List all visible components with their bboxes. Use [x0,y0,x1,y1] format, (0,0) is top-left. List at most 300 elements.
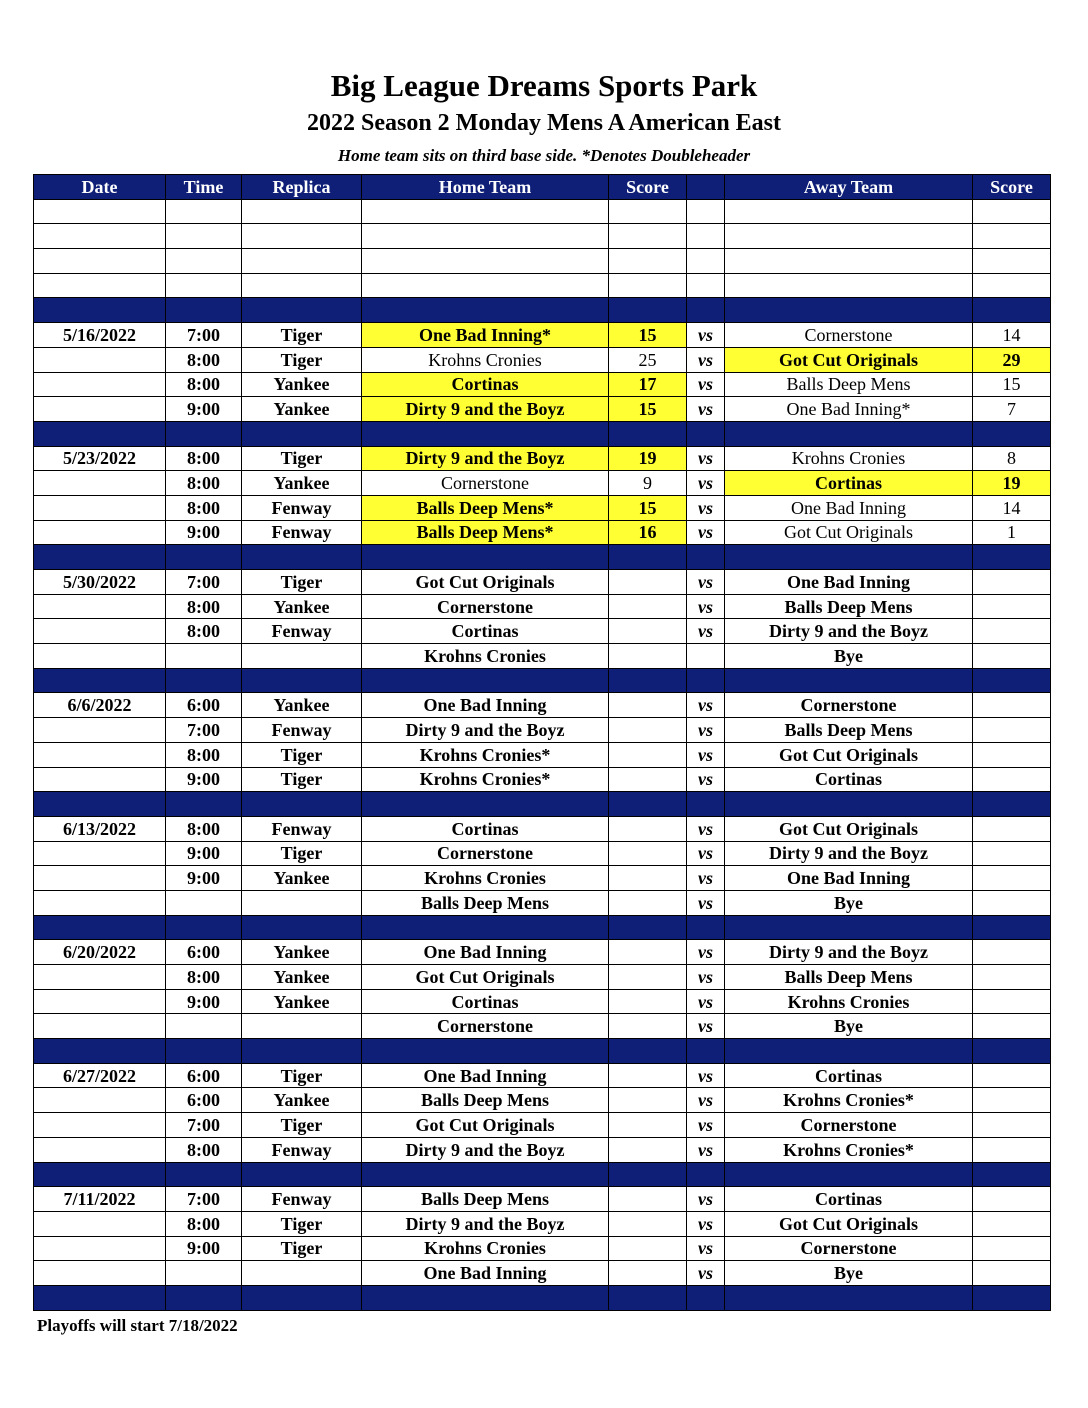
home-score-cell [609,841,687,866]
away-team-cell: Bye [725,890,973,915]
blank-row [34,199,1051,224]
away-score-cell: 29 [973,347,1051,372]
date-cell [34,471,166,496]
away-score-cell [973,1261,1051,1286]
home-score-cell [609,1211,687,1236]
away-team-cell: Balls Deep Mens [725,718,973,743]
home-score-cell [609,619,687,644]
blank-cell [687,199,725,224]
away-score-cell [973,965,1051,990]
home-score-cell [609,644,687,669]
away-team-cell: Balls Deep Mens [725,965,973,990]
game-row [34,989,1051,1014]
home-team-cell: Cornerstone [362,471,609,496]
time-cell: 8:00 [166,619,242,644]
date-cell [34,1261,166,1286]
home-score-cell [609,767,687,792]
replica-cell: Fenway [242,816,362,841]
separator-cell [609,1162,687,1187]
home-team-cell: Dirty 9 and the Boyz [362,1137,609,1162]
date-cell [34,890,166,915]
date-cell [34,1113,166,1138]
away-score-cell [973,594,1051,619]
home-team-cell: Balls Deep Mens [362,1187,609,1212]
time-cell [166,1261,242,1286]
away-score-cell [973,1088,1051,1113]
away-score-cell [973,989,1051,1014]
separator-cell [973,1162,1051,1187]
away-team-cell: Bye [725,1014,973,1039]
time-cell: 8:00 [166,965,242,990]
separator-cell [973,792,1051,817]
vs-cell: vs [687,570,725,595]
home-score-cell [609,1236,687,1261]
game-row [34,570,1051,595]
vs-cell: vs [687,1014,725,1039]
blank-cell [973,224,1051,249]
date-cell: 6/27/2022 [34,1063,166,1088]
date-cell [34,495,166,520]
away-score-cell [973,619,1051,644]
home-score-cell [609,890,687,915]
separator-cell [609,298,687,323]
blank-cell [34,199,166,224]
away-score-cell [973,718,1051,743]
blank-cell [242,273,362,298]
away-team-cell: One Bad Inning [725,866,973,891]
separator-cell [725,298,973,323]
time-cell: 9:00 [166,767,242,792]
home-team-cell: Krohns Cronies [362,644,609,669]
vs-cell: vs [687,816,725,841]
away-score-cell: 1 [973,520,1051,545]
vs-cell: vs [687,446,725,471]
away-team-cell: Got Cut Originals [725,347,973,372]
home-score-cell [609,693,687,718]
home-score-cell: 9 [609,471,687,496]
separator-row [34,1285,1051,1310]
separator-cell [242,668,362,693]
replica-cell: Tiger [242,742,362,767]
separator-cell [34,298,166,323]
separator-cell [725,792,973,817]
away-team-cell: One Bad Inning [725,570,973,595]
game-row [34,644,1051,669]
home-team-cell: Krohns Cronies [362,1236,609,1261]
footer-note: Playoffs will start 7/18/2022 [37,1316,238,1335]
home-team-cell: Got Cut Originals [362,965,609,990]
time-cell: 9:00 [166,841,242,866]
game-row [34,841,1051,866]
replica-cell: Fenway [242,718,362,743]
home-score-cell: 17 [609,372,687,397]
vs-cell: vs [687,989,725,1014]
date-cell [34,520,166,545]
time-cell [166,644,242,669]
vs-cell: vs [687,1137,725,1162]
blank-cell [362,249,609,274]
home-team-cell: Cortinas [362,619,609,644]
vs-cell: vs [687,372,725,397]
separator-cell [973,545,1051,570]
time-cell: 8:00 [166,471,242,496]
game-row [34,1187,1051,1212]
vs-cell: vs [687,1063,725,1088]
away-team-cell: One Bad Inning* [725,397,973,422]
date-cell: 6/6/2022 [34,693,166,718]
separator-cell [725,1039,973,1064]
home-team-cell: Dirty 9 and the Boyz [362,1211,609,1236]
home-team-cell: Balls Deep Mens* [362,520,609,545]
separator-row [34,1039,1051,1064]
game-row [34,1211,1051,1236]
home-score-cell [609,1063,687,1088]
separator-cell [609,668,687,693]
date-cell [34,718,166,743]
away-score-cell [973,1187,1051,1212]
schedule-body [34,199,1051,1310]
away-team-cell: Got Cut Originals [725,520,973,545]
game-row [34,323,1051,348]
time-cell: 8:00 [166,372,242,397]
home-score-cell [609,965,687,990]
column-header-time: Time [166,175,242,200]
separator-cell [362,1285,609,1310]
separator-cell [34,1039,166,1064]
date-cell [34,397,166,422]
separator-cell [687,1162,725,1187]
away-team-cell: Dirty 9 and the Boyz [725,940,973,965]
separator-cell [609,421,687,446]
replica-cell: Fenway [242,619,362,644]
blank-cell [362,273,609,298]
home-team-cell: One Bad Inning [362,693,609,718]
replica-cell: Tiger [242,767,362,792]
blank-row [34,273,1051,298]
date-cell [34,1137,166,1162]
vs-cell: vs [687,965,725,990]
blank-cell [609,273,687,298]
separator-cell [687,421,725,446]
column-header-home-score: Score [609,175,687,200]
home-team-cell: Got Cut Originals [362,570,609,595]
separator-row [34,421,1051,446]
date-cell: 6/13/2022 [34,816,166,841]
away-team-cell: Dirty 9 and the Boyz [725,619,973,644]
home-team-cell: One Bad Inning [362,1261,609,1286]
schedule-table [33,174,1051,1311]
separator-cell [973,668,1051,693]
time-cell: 7:00 [166,1113,242,1138]
column-header-away-score: Score [973,175,1051,200]
home-score-cell [609,1088,687,1113]
replica-cell: Yankee [242,989,362,1014]
separator-cell [362,545,609,570]
vs-cell: vs [687,619,725,644]
replica-cell: Tiger [242,1063,362,1088]
away-team-cell: Krohns Cronies* [725,1088,973,1113]
time-cell: 8:00 [166,446,242,471]
column-header-replica: Replica [242,175,362,200]
replica-cell: Tiger [242,347,362,372]
home-score-cell: 25 [609,347,687,372]
game-row [34,619,1051,644]
away-team-cell: Got Cut Originals [725,1211,973,1236]
date-cell [34,372,166,397]
table-header-row [34,175,1051,200]
column-header-away-team: Away Team [725,175,973,200]
game-row [34,594,1051,619]
time-cell: 6:00 [166,1063,242,1088]
separator-cell [973,421,1051,446]
time-cell [166,890,242,915]
away-score-cell: 14 [973,323,1051,348]
vs-cell: vs [687,397,725,422]
vs-cell: vs [687,693,725,718]
home-team-cell: Dirty 9 and the Boyz [362,446,609,471]
vs-cell: vs [687,1187,725,1212]
away-score-cell [973,1063,1051,1088]
separator-cell [973,1285,1051,1310]
home-team-cell: Cortinas [362,816,609,841]
time-cell [166,1014,242,1039]
separator-row [34,915,1051,940]
blank-cell [609,224,687,249]
home-team-cell: Krohns Cronies [362,347,609,372]
time-cell: 6:00 [166,1088,242,1113]
blank-row [34,224,1051,249]
home-score-cell [609,570,687,595]
home-team-cell: Cortinas [362,989,609,1014]
separator-cell [242,298,362,323]
separator-cell [609,545,687,570]
home-score-cell: 15 [609,397,687,422]
away-team-cell: Krohns Cronies* [725,1137,973,1162]
page-title: Big League Dreams Sports Park [330,68,758,103]
separator-cell [166,1039,242,1064]
vs-cell: vs [687,495,725,520]
home-score-cell [609,1014,687,1039]
blank-cell [166,249,242,274]
separator-cell [725,1285,973,1310]
separator-row [34,668,1051,693]
date-cell [34,742,166,767]
away-score-cell [973,1014,1051,1039]
home-team-cell: Krohns Cronies* [362,742,609,767]
separator-cell [34,792,166,817]
column-header-home-team: Home Team [362,175,609,200]
separator-cell [166,545,242,570]
game-row [34,495,1051,520]
replica-cell: Yankee [242,471,362,496]
blank-cell [973,249,1051,274]
page-subtitle: 2022 Season 2 Monday Mens A American East [306,110,782,136]
replica-cell: Fenway [242,495,362,520]
away-team-cell: Got Cut Originals [725,816,973,841]
game-row [34,767,1051,792]
game-row [34,1063,1051,1088]
away-team-cell: Cornerstone [725,1236,973,1261]
vs-cell: vs [687,594,725,619]
game-row [34,1261,1051,1286]
time-cell: 7:00 [166,718,242,743]
blank-cell [166,224,242,249]
game-row [34,890,1051,915]
time-cell: 8:00 [166,742,242,767]
away-score-cell [973,940,1051,965]
date-cell [34,644,166,669]
separator-cell [973,915,1051,940]
time-cell: 8:00 [166,347,242,372]
blank-cell [166,199,242,224]
vs-cell: vs [687,347,725,372]
game-row [34,347,1051,372]
blank-cell [725,249,973,274]
blank-cell [362,224,609,249]
vs-cell: vs [687,718,725,743]
separator-cell [362,1162,609,1187]
vs-cell: vs [687,890,725,915]
home-score-cell [609,1113,687,1138]
game-row [34,1014,1051,1039]
home-score-cell [609,594,687,619]
date-cell: 7/11/2022 [34,1187,166,1212]
away-team-cell: Cortinas [725,471,973,496]
game-row [34,816,1051,841]
time-cell: 9:00 [166,520,242,545]
blank-row [34,249,1051,274]
replica-cell: Tiger [242,570,362,595]
home-score-cell [609,718,687,743]
date-cell [34,1211,166,1236]
time-cell: 8:00 [166,594,242,619]
away-team-cell: Bye [725,644,973,669]
home-score-cell: 15 [609,323,687,348]
vs-cell: vs [687,1211,725,1236]
separator-cell [166,298,242,323]
game-row [34,742,1051,767]
separator-cell [725,421,973,446]
away-team-cell: Dirty 9 and the Boyz [725,841,973,866]
game-row [34,372,1051,397]
separator-cell [242,792,362,817]
time-cell: 8:00 [166,495,242,520]
vs-cell: vs [687,1113,725,1138]
away-team-cell: Cornerstone [725,323,973,348]
blank-cell [725,224,973,249]
vs-cell: vs [687,767,725,792]
home-team-cell: Balls Deep Mens [362,1088,609,1113]
vs-cell: vs [687,940,725,965]
separator-cell [166,421,242,446]
separator-cell [687,1039,725,1064]
separator-cell [166,792,242,817]
page-note: Home team sits on third base side. *Denotes Doubleheader [337,146,751,165]
separator-cell [166,668,242,693]
replica-cell: Fenway [242,1187,362,1212]
home-score-cell [609,940,687,965]
vs-cell: vs [687,742,725,767]
away-score-cell [973,866,1051,891]
home-team-cell: Dirty 9 and the Boyz [362,718,609,743]
replica-cell: Yankee [242,693,362,718]
separator-cell [687,915,725,940]
away-team-cell: Cortinas [725,767,973,792]
home-score-cell [609,1261,687,1286]
separator-row [34,298,1051,323]
date-cell: 6/20/2022 [34,940,166,965]
game-row [34,397,1051,422]
separator-cell [166,1285,242,1310]
away-team-cell: Bye [725,1261,973,1286]
replica-cell [242,890,362,915]
separator-cell [362,421,609,446]
date-cell [34,1088,166,1113]
separator-cell [362,668,609,693]
home-team-cell: Krohns Cronies [362,866,609,891]
separator-cell [973,298,1051,323]
away-team-cell: Cornerstone [725,1113,973,1138]
away-score-cell [973,1236,1051,1261]
game-row [34,1137,1051,1162]
time-cell: 9:00 [166,866,242,891]
separator-cell [362,792,609,817]
separator-row [34,792,1051,817]
date-cell: 5/16/2022 [34,323,166,348]
separator-cell [34,1285,166,1310]
replica-cell: Tiger [242,446,362,471]
home-score-cell [609,989,687,1014]
date-cell [34,841,166,866]
date-cell [34,594,166,619]
replica-cell: Yankee [242,965,362,990]
home-score-cell [609,742,687,767]
replica-cell: Yankee [242,397,362,422]
blank-cell [973,199,1051,224]
game-row [34,520,1051,545]
vs-cell: vs [687,471,725,496]
away-score-cell [973,693,1051,718]
time-cell: 6:00 [166,940,242,965]
vs-cell [687,644,725,669]
separator-row [34,545,1051,570]
separator-cell [725,915,973,940]
separator-cell [166,1162,242,1187]
home-team-cell: One Bad Inning [362,940,609,965]
separator-cell [242,915,362,940]
blank-cell [242,224,362,249]
blank-cell [242,249,362,274]
blank-cell [609,199,687,224]
separator-cell [725,1162,973,1187]
separator-cell [242,421,362,446]
home-score-cell [609,866,687,891]
time-cell: 8:00 [166,1137,242,1162]
replica-cell: Tiger [242,1236,362,1261]
date-cell [34,347,166,372]
blank-cell [34,273,166,298]
home-score-cell [609,816,687,841]
vs-cell: vs [687,520,725,545]
away-team-cell: Balls Deep Mens [725,594,973,619]
away-score-cell [973,767,1051,792]
game-row [34,1236,1051,1261]
blank-cell [687,249,725,274]
time-cell: 7:00 [166,323,242,348]
blank-cell [34,224,166,249]
home-team-cell: Cortinas [362,372,609,397]
separator-cell [609,915,687,940]
